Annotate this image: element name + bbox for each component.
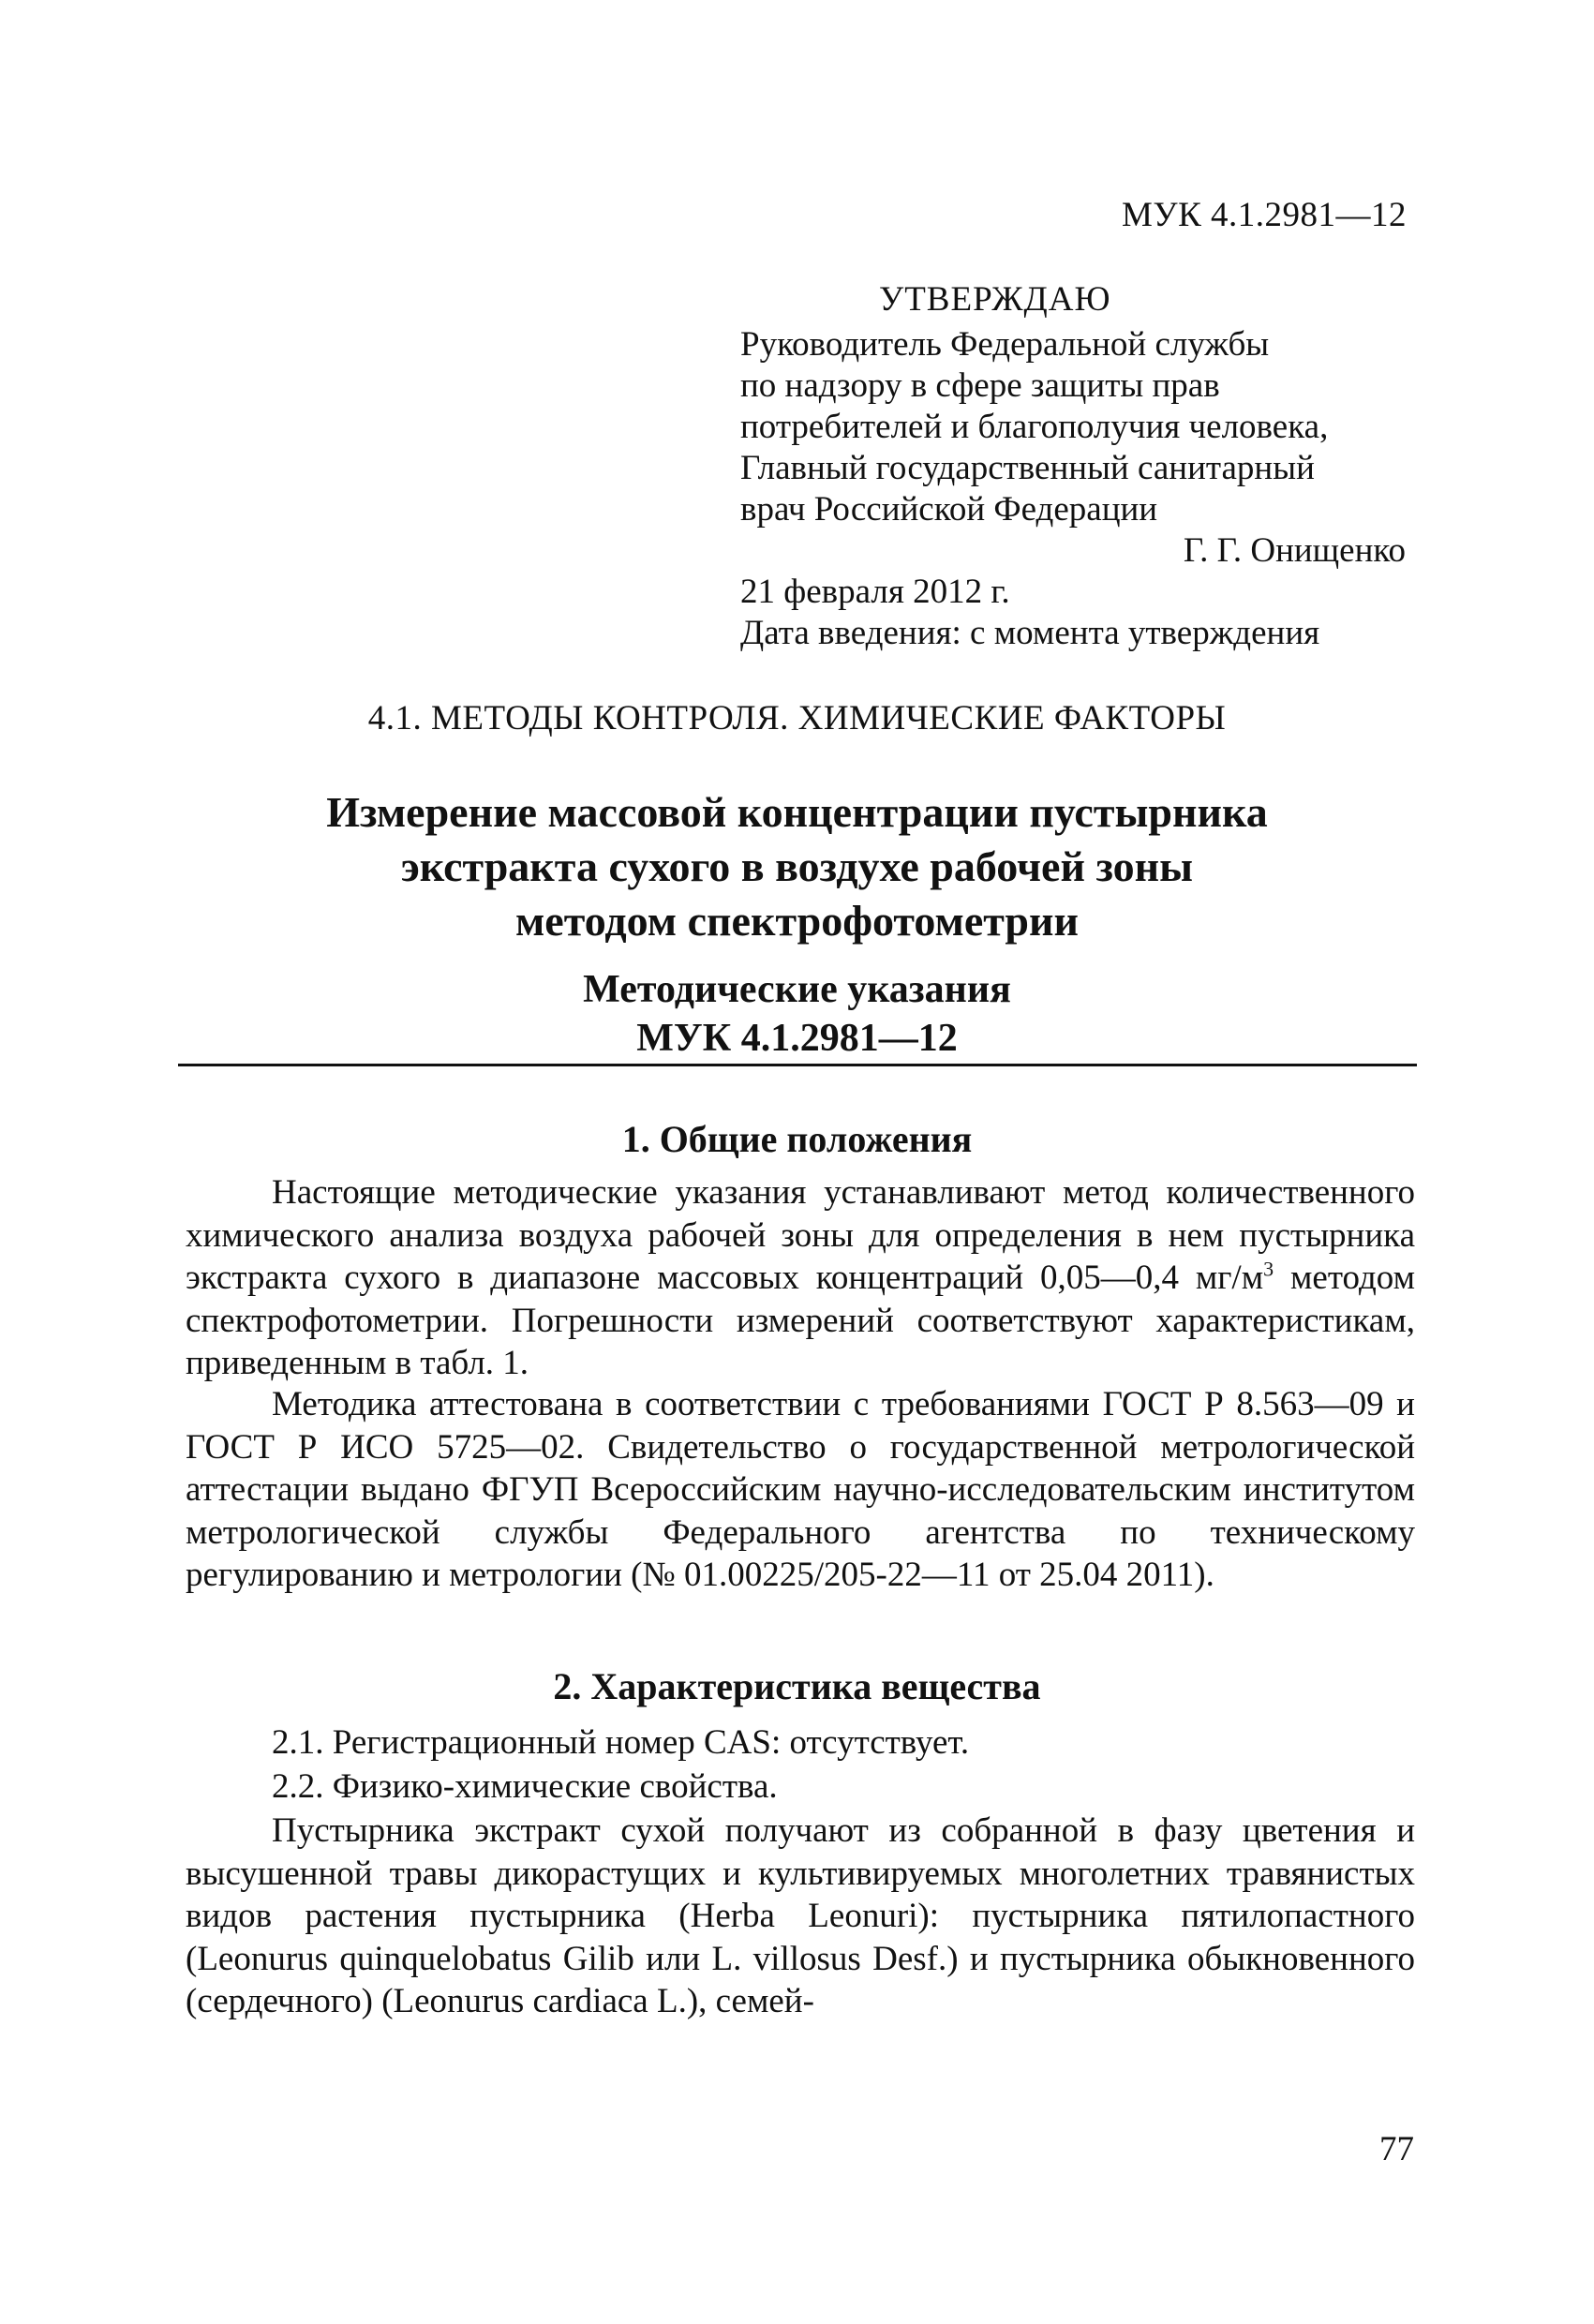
approval-line: Руководитель Федеральной службы — [740, 325, 1270, 364]
section-caption: 4.1. МЕТОДЫ КОНТРОЛЯ. ХИМИЧЕСКИЕ ФАКТОРЫ — [367, 699, 1227, 737]
title-line: Измерение массовой концентрации пустырника — [326, 788, 1268, 836]
approval-date: 21 февраля 2012 г. — [740, 573, 1010, 611]
section-heading-general: 1. Общие положения — [621, 1118, 973, 1160]
list-item-cas: 2.1. Регистрационный номер CAS: отсутствует. — [272, 1723, 970, 1762]
document-title — [0, 785, 1594, 948]
title-line: экстракта сухого в воздухе рабочей зоны — [400, 842, 1194, 890]
document-subtitle — [0, 965, 1594, 1063]
paragraph-scope — [186, 1171, 1415, 1385]
paragraph-scope-text-a: Настоящие методические указания устанавливают метод количественного химического анализа воздуха рабочей зоны для определения в нем пустырника экстракта сухого в диапазоне массовых концентраций 0,05—0,4 мг/м — [186, 1173, 1415, 1297]
superscript-cubic: 3 — [1263, 1257, 1274, 1281]
page-number: 77 — [1379, 2130, 1414, 2168]
subtitle-code: МУК 4.1.2981—12 — [636, 1017, 958, 1060]
paragraph-substance: Пустырника экстракт сухой получают из собранной в фазу цветения и высушенной травы дикорастущих и культивируемых многолетних травянистых видов растения пустырника (Herba Leonuri): пустырника пятилопастного (Leonurus quinquelobatus Gilib или L. villosus Desf.) и пустырника обыкновенного (сердечного) (Leonurus cardiaca L.), семей- — [186, 1811, 1415, 2020]
paragraph-scope-text-b: методом спектрофотометрии. Погрешности измерений соответствуют характеристикам, приведенным в табл. 1. — [186, 1259, 1415, 1382]
document-code: МУК 4.1.2981—12 — [1121, 196, 1407, 234]
paragraph-certification: Методика аттестована в соответствии с требованиями ГОСТ Р 8.563—09 и ГОСТ Р ИСО 5725—02. Свидетельство о государственной метрологической аттестации выдано ФГУП Всероссийским научно-исследовательским институтом метрологической службы Федерального агентства по техническому регулированию и метрологии (№ 01.00225/205-22—11 от 25.04 2011). — [186, 1385, 1415, 1594]
section-heading-substance: 2. Характеристика вещества — [553, 1665, 1041, 1707]
approval-line: потребителей и благополучия человека, — [740, 408, 1329, 446]
approval-line: Главный государственный санитарный — [740, 449, 1315, 487]
approval-line: по надзору в сфере защиты прав — [740, 366, 1220, 405]
approval-heading: УТВЕРЖДАЮ — [879, 280, 1111, 319]
list-item-properties: 2.2. Физико-химические свойства. — [272, 1767, 778, 1806]
horizontal-rule — [178, 1064, 1417, 1066]
approval-signatory: Г. Г. Онищенко — [1183, 531, 1406, 570]
title-line: методом спектрофотометрии — [514, 897, 1080, 945]
approval-line: врач Российской Федерации — [740, 490, 1158, 529]
approval-block — [740, 279, 1415, 654]
subtitle-line: Методические указания — [583, 968, 1011, 1011]
effective-date: Дата введения: с момента утверждения — [740, 614, 1320, 652]
